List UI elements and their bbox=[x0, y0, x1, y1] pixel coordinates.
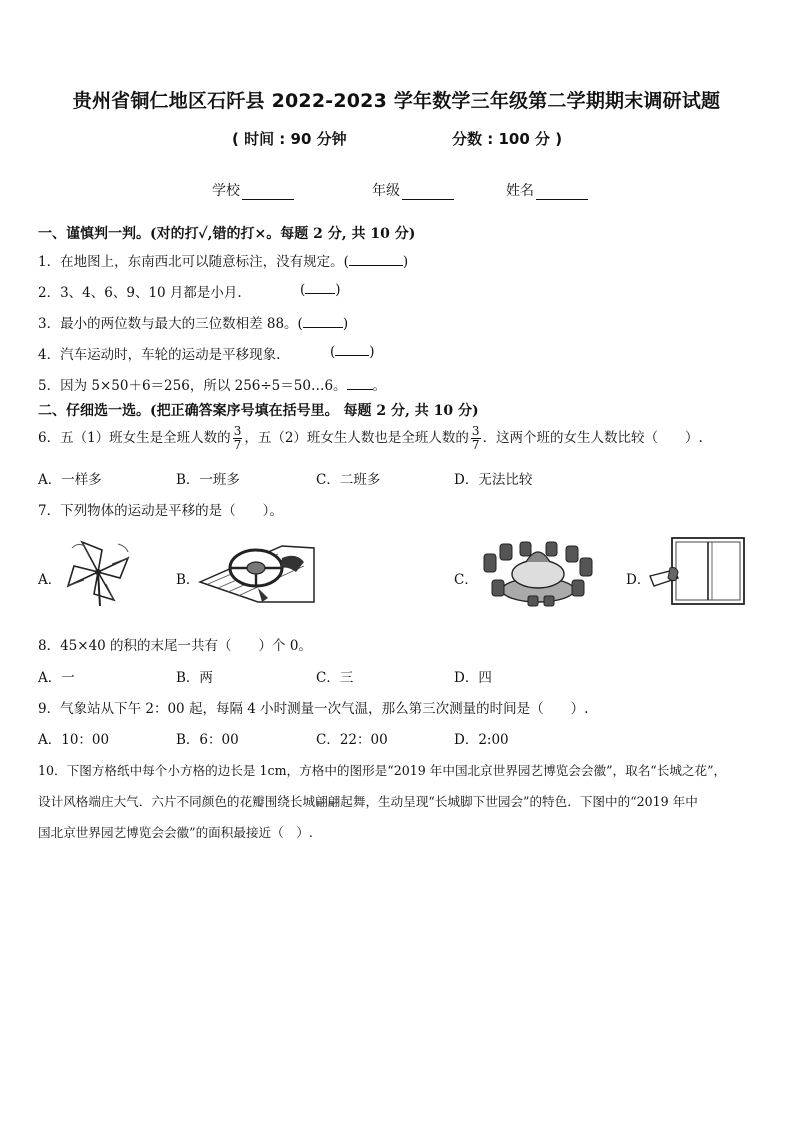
q5-answer-blank[interactable] bbox=[347, 377, 373, 390]
question-3 bbox=[38, 312, 348, 332]
grade-field bbox=[372, 180, 454, 200]
q9-option-b[interactable]: B．6：00 bbox=[176, 732, 239, 748]
q2-answer-blank[interactable] bbox=[305, 281, 335, 294]
question-5 bbox=[38, 374, 386, 394]
q6-frac2-numerator: 3 bbox=[471, 424, 480, 438]
q2-text: 2．3、4、6、9、10 月都是小月. bbox=[38, 285, 242, 301]
pinwheel-image bbox=[62, 536, 134, 608]
question-1 bbox=[38, 250, 408, 270]
q6-part1: 6．五（1）班女生是全班人数的 bbox=[38, 430, 231, 446]
name-label: 姓名 bbox=[506, 183, 534, 199]
q2-answer bbox=[300, 281, 341, 298]
exam-score: 分数 : 100 分 ) bbox=[452, 130, 563, 148]
q1-close: ) bbox=[402, 254, 409, 270]
q3-answer-blank[interactable] bbox=[303, 315, 343, 328]
school-field bbox=[212, 180, 294, 200]
q7-option-d-label[interactable]: D． bbox=[626, 572, 651, 588]
question-4 bbox=[38, 343, 280, 363]
q8-option-c[interactable]: C．三 bbox=[316, 670, 354, 686]
q7-option-c-label[interactable]: C． bbox=[454, 572, 478, 588]
q5-text: 5．因为 5×50＋6＝256，所以 256÷5＝50…6。 bbox=[38, 378, 347, 394]
q8-option-a[interactable]: A．一 bbox=[38, 670, 75, 686]
q7-option-b-label[interactable]: B． bbox=[176, 572, 200, 588]
question-8: 8．45×40 的积的末尾一共有（ ）个 0。 bbox=[38, 638, 312, 654]
question-7: 7．下列物体的运动是平移的是（ ）。 bbox=[38, 503, 283, 519]
question-9: 9．气象站从下午 2：00 起，每隔 4 小时测量一次气温，那么第三次测量的时间是（ ）. bbox=[38, 701, 589, 717]
q8-option-d[interactable]: D．四 bbox=[454, 670, 492, 686]
q7-option-a-label[interactable]: A． bbox=[38, 572, 62, 588]
q6-frac1-denominator: 7 bbox=[233, 438, 242, 452]
grade-blank[interactable] bbox=[402, 185, 454, 200]
question-10-line-1: 10．下图方格纸中每个小方格的边长是 1cm，方格中的图形是“2019 年中国北京世界园艺博览会会徽”，取名“长城之花”， bbox=[38, 763, 727, 778]
steering-wheel-image bbox=[198, 540, 316, 606]
name-blank[interactable] bbox=[536, 185, 588, 200]
q6-part3: ．这两个班的女生人数比较（ ）. bbox=[482, 430, 703, 446]
q6-option-c[interactable]: C．二班多 bbox=[316, 472, 381, 488]
q2-open: ( bbox=[300, 282, 306, 298]
q9-option-a[interactable]: A．10：00 bbox=[38, 732, 110, 748]
q4-close: ) bbox=[369, 344, 375, 360]
q6-option-a[interactable]: A．一样多 bbox=[38, 472, 102, 488]
question-2 bbox=[38, 281, 242, 301]
q6-option-b[interactable]: B．一班多 bbox=[176, 472, 240, 488]
q6-frac1-numerator: 3 bbox=[233, 424, 242, 438]
q6-frac2-denominator: 7 bbox=[471, 438, 480, 452]
spinning-ride-image bbox=[476, 540, 600, 608]
school-blank[interactable] bbox=[242, 185, 294, 200]
q1-text: 1．在地图上，东南西北可以随意标注，没有规定。( bbox=[38, 254, 349, 270]
q2-close: ) bbox=[335, 282, 341, 298]
q3-text: 3．最小的两位数与最大的三位数相差 88。( bbox=[38, 316, 303, 332]
section1-heading: 一、谨慎判一判。(对的打✓,错的打×。每题 2 分, 共 10 分) bbox=[38, 226, 416, 242]
exam-time: ( 时间 : 90 分钟 bbox=[232, 130, 347, 148]
page-title: 贵州省铜仁地区石阡县 2022-2023 学年数学三年级第二学期期末调研试题 bbox=[72, 90, 721, 112]
q6-fraction-2 bbox=[471, 425, 481, 452]
q6-part2: ，五（2）班女生人数也是全班人数的 bbox=[244, 430, 469, 446]
q6-option-d[interactable]: D．无法比较 bbox=[454, 472, 533, 488]
q6-fraction-1 bbox=[233, 425, 243, 452]
sliding-window-image bbox=[648, 534, 750, 608]
q8-option-b[interactable]: B．两 bbox=[176, 670, 213, 686]
question-10-line-2: 设计风格端庄大气．六片不同颜色的花瓣围绕长城翩翩起舞，生动呈现“长城脚下世园会”的特色．下图中的“2019 年中 bbox=[38, 794, 698, 809]
grade-label: 年级 bbox=[372, 183, 400, 199]
q4-text: 4．汽车运动时，车轮的运动是平移现象. bbox=[38, 347, 281, 363]
q9-option-c[interactable]: C．22：00 bbox=[316, 732, 388, 748]
q4-answer bbox=[330, 343, 375, 360]
q4-open: ( bbox=[330, 344, 336, 360]
q9-option-d[interactable]: D．2:00 bbox=[454, 732, 509, 748]
q1-answer-blank[interactable] bbox=[349, 253, 403, 266]
name-field bbox=[506, 180, 588, 200]
school-label: 学校 bbox=[212, 183, 240, 199]
question-10-line-3: 国北京世界园艺博览会会徽”的面积最接近（ ）. bbox=[38, 825, 313, 840]
section2-heading: 二、仔细选一选。(把正确答案序号填在括号里。 每题 2 分, 共 10 分) bbox=[38, 403, 479, 419]
question-6 bbox=[38, 425, 703, 452]
q5-end: 。 bbox=[372, 378, 387, 394]
q4-answer-blank[interactable] bbox=[335, 343, 369, 356]
q3-close: ) bbox=[342, 316, 349, 332]
